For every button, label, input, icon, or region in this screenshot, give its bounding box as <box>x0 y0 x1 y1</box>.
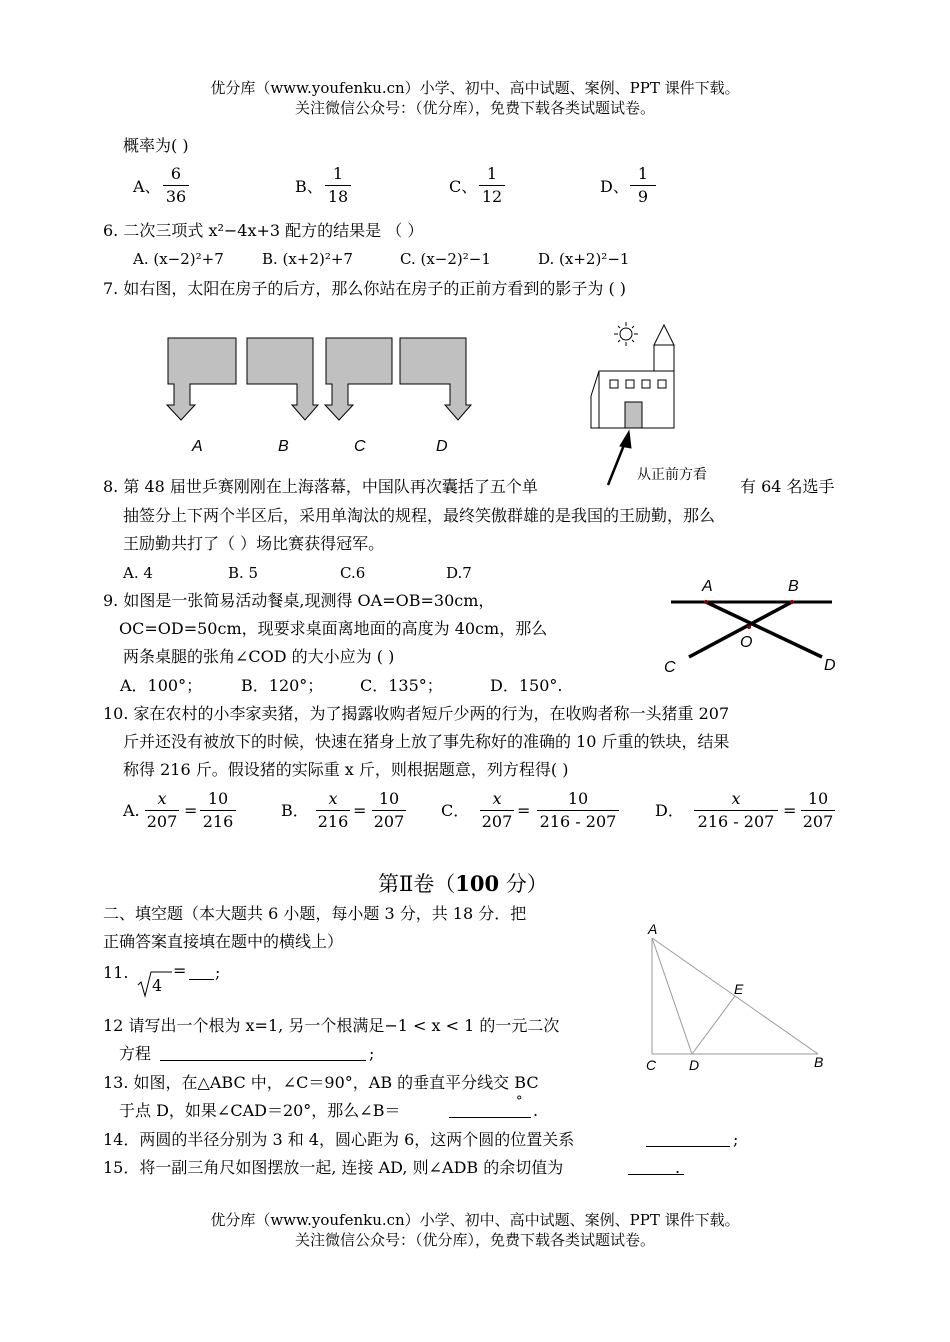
fraction-numerator: x <box>731 789 741 808</box>
q15-end: . <box>675 1158 681 1177</box>
footer-line-2: 关注微信公众号：（优分库），免费下载各类试题试卷。 <box>294 1231 655 1249</box>
section2-line-2: 正确答案直接填在题中的横线上） <box>103 932 344 951</box>
q12-line-1: 12 请写出一个根为 x=1, 另一个根满足−1 < x < 1 的一元二次 <box>103 1016 560 1035</box>
fraction-denominator: 207 <box>802 812 834 831</box>
q11-number: 11. <box>103 963 129 982</box>
q5-option-label: D、 <box>600 177 629 196</box>
q11-end: ; <box>215 963 221 982</box>
fraction-denominator: 207 <box>481 812 513 831</box>
q6-option-d: D. (x+2)²−1 <box>538 250 630 268</box>
q7-stem: 7. 如右图，太阳在房子的后方，那么你站在房子的正前方看到的影子为 ( ) <box>103 279 627 298</box>
q8-option-b: B. 5 <box>228 564 259 582</box>
q11-radicand: 4 <box>152 976 163 995</box>
q9-option-b: B．120°； <box>241 676 324 695</box>
q8-option-a: A. 4 <box>123 564 153 582</box>
q9-line-3: 两条桌腿的张角∠COD 的大小应为 ( ) <box>123 647 395 666</box>
q10-equals-sign: = <box>184 801 198 820</box>
q10-line-2: 斤并还没有被放下的时候，快速在猪身上放了事先称好的准确的 10 斤重的铁块，结果 <box>123 732 730 751</box>
q6-stem: 6. 二次三项式 x²−4x+3 配方的结果是 （ ） <box>103 221 424 240</box>
q10-equals-sign: = <box>353 801 367 820</box>
q13-label-c: C <box>646 1057 657 1073</box>
fraction-denominator: 207 <box>146 812 178 831</box>
fraction-denominator: 36 <box>165 187 187 206</box>
q9-option-d: D．150°. <box>490 676 563 695</box>
q10-option-label: D． <box>655 801 684 820</box>
q9-option-c: C．135°； <box>360 676 443 695</box>
q11-equals: = <box>173 961 187 980</box>
header-line-1: 优分库（www.youfenku.cn）小学、初中、高中试题、案例、PPT 课件下载。 <box>210 79 740 97</box>
q5-option-label: C、 <box>449 177 478 196</box>
fraction-numerator: 1 <box>332 164 344 183</box>
q6-option-a: A. (x−2)²+7 <box>133 250 224 268</box>
fraction-numerator: 10 <box>807 789 829 808</box>
q9-label-b: B <box>788 578 799 595</box>
q10-option-label: C． <box>441 801 470 820</box>
fraction-denominator: 216 <box>202 812 234 831</box>
q10-equals-sign: = <box>517 801 531 820</box>
fraction-denominator: 207 <box>373 812 405 831</box>
q10-line-1: 10. 家在农村的小李家卖猪，为了揭露收购者短斤少两的行为，在收购者称一头猪重 207 <box>103 704 730 723</box>
q8-line-1a: 8. 第 48 届世乒赛刚刚在上海落幕，中国队再次囊括了五个单 <box>103 477 538 496</box>
q7-label-b: B <box>278 438 289 455</box>
fraction-numerator: 10 <box>567 789 589 808</box>
q9-line-1: 9. 如图是一张简易活动餐桌,现测得 OA=OB=30cm， <box>103 591 495 610</box>
q7-house-caption: 从正前方看 <box>637 467 707 483</box>
fraction-numerator: 6 <box>170 164 182 183</box>
q9-label-d: D <box>824 657 836 674</box>
q8-line-3: 王励勤共打了（ ）场比赛获得冠军。 <box>123 534 385 553</box>
q9-label-o: O <box>740 634 753 651</box>
q5-stem: 概率为( ) <box>123 136 189 155</box>
q14-answer-blank[interactable] <box>646 1129 730 1147</box>
q6-option-b: B. (x+2)²+7 <box>262 250 353 268</box>
fraction-denominator: 9 <box>637 187 649 206</box>
q12-line-2: 方程 <box>119 1044 152 1063</box>
header-line-2: 关注微信公众号：（优分库），免费下载各类试题试卷。 <box>294 99 655 117</box>
q10-line-3: 称得 216 斤。假设猪的实际重 x 斤，则根据题意，列方程得( ) <box>123 760 569 779</box>
footer-line-1: 优分库（www.youfenku.cn）小学、初中、高中试题、案例、PPT 课件下载。 <box>210 1211 740 1229</box>
fraction-numerator: 10 <box>378 789 400 808</box>
q13-degree: ° <box>516 1094 523 1109</box>
q9-label-a: A <box>702 578 713 595</box>
part2-title-b: 100 <box>455 871 500 896</box>
q13-line-1: 13. 如图，在△ABC 中，∠C＝90°，AB 的垂直平分线交 BC <box>103 1073 539 1092</box>
fraction-denominator: 12 <box>481 187 503 206</box>
part2-title-a: 第Ⅱ卷（ <box>378 872 456 896</box>
fraction-numerator: x <box>157 789 167 808</box>
q12-end: ; <box>369 1044 375 1063</box>
q7-label-a: A <box>192 438 203 455</box>
q10-equals-sign: = <box>783 801 797 820</box>
q13-label-b: B <box>814 1054 824 1070</box>
q5-option-label: B、 <box>295 177 323 196</box>
q6-option-c: C. (x−2)²−1 <box>400 250 491 268</box>
fraction-numerator: 1 <box>637 164 649 183</box>
section2-line-1: 二、填空题（本大题共 6 小题，每小题 3 分，共 18 分．把 <box>103 904 527 923</box>
q7-label-c: C <box>354 438 366 455</box>
q9-line-2: OC=OD=50cm，现要求桌面离地面的高度为 40cm，那么 <box>119 619 548 638</box>
fraction-numerator: x <box>328 789 338 808</box>
q14-text: 14．两圆的半径分别为 3 和 4，圆心距为 6，这两个圆的位置关系 <box>103 1130 575 1149</box>
q13-label-a: A <box>648 921 658 937</box>
q8-option-d: D.7 <box>446 564 472 582</box>
fraction-numerator: 1 <box>486 164 498 183</box>
q8-line-2: 抽签分上下两个半区后，采用单淘汰的规程，最终笑傲群雄的是我国的王励勤，那么 <box>123 506 716 525</box>
fraction-denominator: 216 - 207 <box>697 812 775 831</box>
q13-label-e: E <box>734 981 744 997</box>
q10-option-label: A. <box>123 801 140 820</box>
q5-option-label: A、 <box>133 177 161 196</box>
q9-option-a: A．100°； <box>120 676 203 695</box>
fraction-numerator: 10 <box>207 789 229 808</box>
q8-option-c: C.6 <box>340 564 366 582</box>
q14-end: ; <box>733 1130 739 1149</box>
q13-line-2: 于点 D，如果∠CAD＝20°，那么∠B＝ <box>119 1101 401 1120</box>
q13-label-d: D <box>689 1057 700 1073</box>
fraction-denominator: 216 - 207 <box>539 812 617 831</box>
fraction-denominator: 18 <box>327 187 349 206</box>
q10-option-label: B． <box>281 801 309 820</box>
q15-text: 15．将一副三角尺如图摆放一起, 连接 AD, 则∠ADB 的余切值为 <box>103 1158 564 1177</box>
fraction-numerator: x <box>492 789 502 808</box>
q8-line-1b: 有 64 名选手 <box>740 477 835 496</box>
q7-label-d: D <box>436 438 448 455</box>
q9-label-c: C <box>664 659 676 676</box>
part2-title-c: 分） <box>499 872 548 896</box>
q13-end: . <box>533 1101 539 1120</box>
fraction-denominator: 216 <box>317 812 349 831</box>
